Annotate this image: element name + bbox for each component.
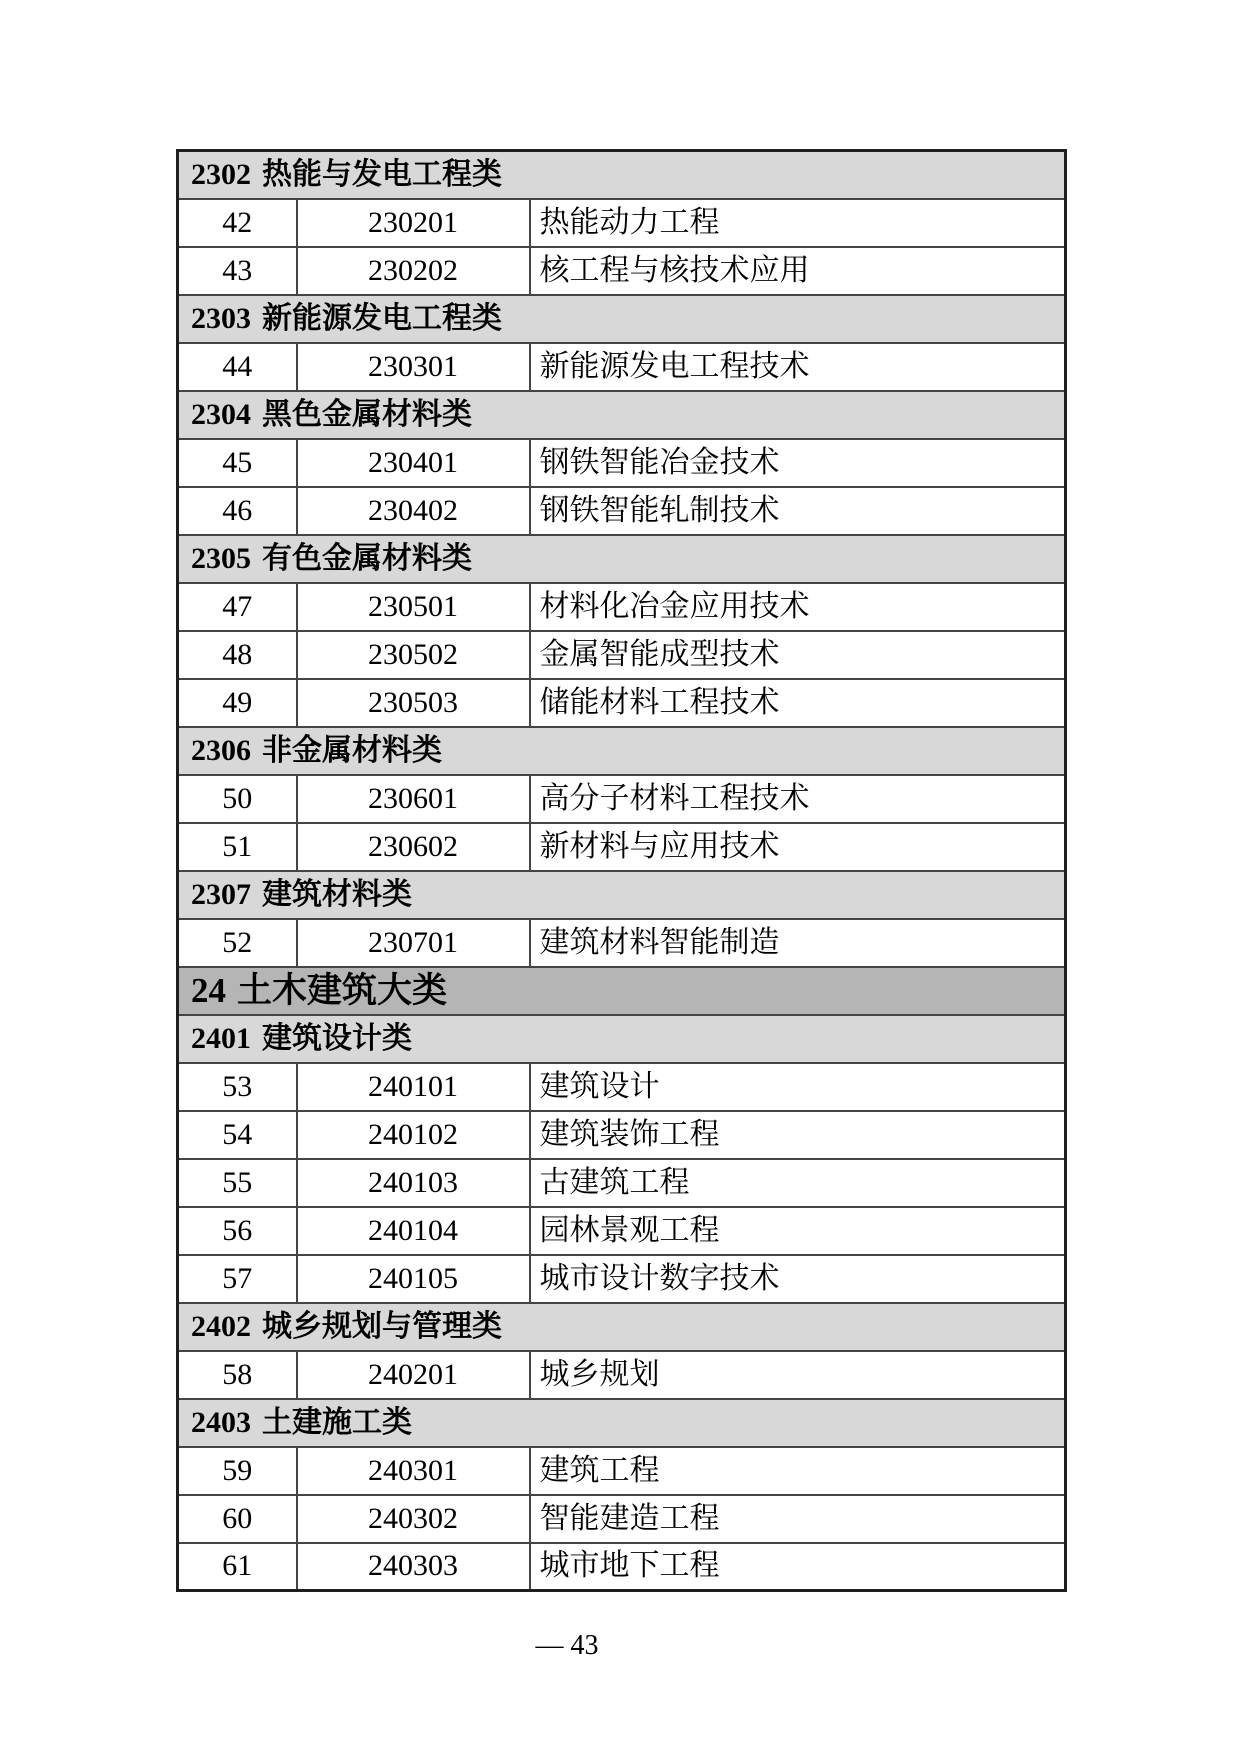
code-cell: 230601 bbox=[297, 775, 530, 823]
seq-cell: 59 bbox=[178, 1447, 297, 1495]
code-cell: 240104 bbox=[297, 1207, 530, 1255]
seq-cell: 47 bbox=[178, 583, 297, 631]
major-row bbox=[178, 1495, 1066, 1543]
name-cell: 钢铁智能冶金技术 bbox=[530, 439, 1066, 487]
name-cell: 钢铁智能轧制技术 bbox=[530, 487, 1066, 535]
code-cell: 240101 bbox=[297, 1063, 530, 1111]
category-header-cell bbox=[178, 295, 1066, 343]
seq-cell: 53 bbox=[178, 1063, 297, 1111]
seq-cell: 50 bbox=[178, 775, 297, 823]
header-code: 2306 bbox=[191, 733, 251, 767]
seq-cell: 51 bbox=[178, 823, 297, 871]
header-code: 2307 bbox=[191, 877, 251, 911]
division-header-cell bbox=[178, 967, 1066, 1015]
code-cell: 230401 bbox=[297, 439, 530, 487]
category-header-cell bbox=[178, 1399, 1066, 1447]
major-row bbox=[178, 823, 1066, 871]
code-cell: 230602 bbox=[297, 823, 530, 871]
header-name: 土木建筑大类 bbox=[237, 971, 448, 1010]
code-cell: 230503 bbox=[297, 679, 530, 727]
seq-cell: 56 bbox=[178, 1207, 297, 1255]
seq-cell: 43 bbox=[178, 247, 297, 295]
name-cell: 核工程与核技术应用 bbox=[530, 247, 1066, 295]
category-header-cell bbox=[178, 151, 1066, 199]
seq-cell: 60 bbox=[178, 1495, 297, 1543]
category-header-row bbox=[178, 1015, 1066, 1063]
major-row bbox=[178, 583, 1066, 631]
category-header-cell bbox=[178, 535, 1066, 583]
name-cell: 建筑装饰工程 bbox=[530, 1111, 1066, 1159]
major-row bbox=[178, 1543, 1066, 1591]
name-cell: 智能建造工程 bbox=[530, 1495, 1066, 1543]
header-name: 建筑材料类 bbox=[262, 877, 412, 911]
major-row bbox=[178, 199, 1066, 247]
code-cell: 230202 bbox=[297, 247, 530, 295]
header-code: 2402 bbox=[191, 1309, 251, 1343]
division-header-row bbox=[178, 967, 1066, 1015]
category-header-cell bbox=[178, 1015, 1066, 1063]
seq-cell: 54 bbox=[178, 1111, 297, 1159]
name-cell: 建筑材料智能制造 bbox=[530, 919, 1066, 967]
name-cell: 材料化冶金应用技术 bbox=[530, 583, 1066, 631]
header-name: 新能源发电工程类 bbox=[262, 301, 502, 335]
code-cell: 240303 bbox=[297, 1543, 530, 1591]
major-row bbox=[178, 1351, 1066, 1399]
name-cell: 建筑设计 bbox=[530, 1063, 1066, 1111]
major-row bbox=[178, 1255, 1066, 1303]
code-cell: 240302 bbox=[297, 1495, 530, 1543]
category-header-cell bbox=[178, 1303, 1066, 1351]
seq-cell: 57 bbox=[178, 1255, 297, 1303]
major-row bbox=[178, 775, 1066, 823]
major-row bbox=[178, 1447, 1066, 1495]
major-row bbox=[178, 247, 1066, 295]
code-cell: 230201 bbox=[297, 199, 530, 247]
header-name: 建筑设计类 bbox=[262, 1021, 412, 1055]
seq-cell: 58 bbox=[178, 1351, 297, 1399]
category-header-cell bbox=[178, 391, 1066, 439]
header-code: 2403 bbox=[191, 1405, 251, 1439]
major-row bbox=[178, 1207, 1066, 1255]
page-number: — 43 bbox=[535, 1630, 599, 1661]
code-cell: 230301 bbox=[297, 343, 530, 391]
seq-cell: 52 bbox=[178, 919, 297, 967]
header-code: 24 bbox=[191, 971, 226, 1010]
name-cell: 热能动力工程 bbox=[530, 199, 1066, 247]
category-header-row bbox=[178, 1399, 1066, 1447]
name-cell: 城市地下工程 bbox=[530, 1543, 1066, 1591]
category-header-row bbox=[178, 871, 1066, 919]
table-body bbox=[178, 151, 1066, 1591]
name-cell: 新材料与应用技术 bbox=[530, 823, 1066, 871]
name-cell: 园林景观工程 bbox=[530, 1207, 1066, 1255]
category-header-row bbox=[178, 295, 1066, 343]
major-row bbox=[178, 679, 1066, 727]
header-name: 黑色金属材料类 bbox=[262, 397, 472, 431]
seq-cell: 49 bbox=[178, 679, 297, 727]
major-row bbox=[178, 1063, 1066, 1111]
name-cell: 高分子材料工程技术 bbox=[530, 775, 1066, 823]
code-cell: 240102 bbox=[297, 1111, 530, 1159]
name-cell: 金属智能成型技术 bbox=[530, 631, 1066, 679]
major-codes-table bbox=[176, 149, 1067, 1592]
category-header-cell bbox=[178, 871, 1066, 919]
name-cell: 新能源发电工程技术 bbox=[530, 343, 1066, 391]
seq-cell: 55 bbox=[178, 1159, 297, 1207]
header-code: 2303 bbox=[191, 301, 251, 335]
major-row bbox=[178, 1111, 1066, 1159]
seq-cell: 48 bbox=[178, 631, 297, 679]
header-name: 城乡规划与管理类 bbox=[262, 1309, 502, 1343]
category-header-cell bbox=[178, 727, 1066, 775]
category-header-row bbox=[178, 727, 1066, 775]
code-cell: 240103 bbox=[297, 1159, 530, 1207]
major-row bbox=[178, 487, 1066, 535]
major-row bbox=[178, 631, 1066, 679]
major-row bbox=[178, 919, 1066, 967]
header-code: 2302 bbox=[191, 157, 251, 191]
seq-cell: 46 bbox=[178, 487, 297, 535]
page-footer bbox=[0, 1630, 1134, 1662]
code-cell: 230402 bbox=[297, 487, 530, 535]
name-cell: 储能材料工程技术 bbox=[530, 679, 1066, 727]
header-name: 非金属材料类 bbox=[262, 733, 442, 767]
category-header-row bbox=[178, 1303, 1066, 1351]
category-header-row bbox=[178, 535, 1066, 583]
code-cell: 230501 bbox=[297, 583, 530, 631]
header-name: 有色金属材料类 bbox=[262, 541, 472, 575]
code-cell: 240201 bbox=[297, 1351, 530, 1399]
major-row bbox=[178, 1159, 1066, 1207]
header-name: 土建施工类 bbox=[262, 1405, 412, 1439]
code-cell: 230502 bbox=[297, 631, 530, 679]
name-cell: 城乡规划 bbox=[530, 1351, 1066, 1399]
major-row bbox=[178, 343, 1066, 391]
name-cell: 城市设计数字技术 bbox=[530, 1255, 1066, 1303]
seq-cell: 61 bbox=[178, 1543, 297, 1591]
code-cell: 240301 bbox=[297, 1447, 530, 1495]
header-code: 2305 bbox=[191, 541, 251, 575]
seq-cell: 42 bbox=[178, 199, 297, 247]
header-name: 热能与发电工程类 bbox=[262, 157, 502, 191]
header-code: 2401 bbox=[191, 1021, 251, 1055]
seq-cell: 45 bbox=[178, 439, 297, 487]
seq-cell: 44 bbox=[178, 343, 297, 391]
name-cell: 古建筑工程 bbox=[530, 1159, 1066, 1207]
major-row bbox=[178, 439, 1066, 487]
name-cell: 建筑工程 bbox=[530, 1447, 1066, 1495]
code-cell: 230701 bbox=[297, 919, 530, 967]
category-header-row bbox=[178, 151, 1066, 199]
code-cell: 240105 bbox=[297, 1255, 530, 1303]
category-header-row bbox=[178, 391, 1066, 439]
header-code: 2304 bbox=[191, 397, 251, 431]
